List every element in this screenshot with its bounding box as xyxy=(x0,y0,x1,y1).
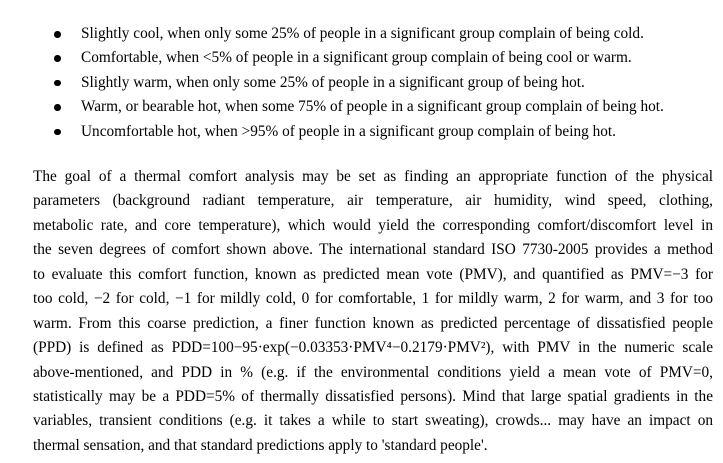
list-item-text: Warm, or bearable hot, when some 75% of people in a significant group complain of being hot. xyxy=(81,98,664,116)
paragraph-line: parameters (background radiant temperature, air temperature, air humidity, wind speed, clothing, xyxy=(33,192,713,210)
list-item-text: Comfortable, when <5% of people in a significant group complain of being cool or warm. xyxy=(81,49,632,67)
list-item xyxy=(54,71,714,95)
comfort-levels-list xyxy=(54,22,714,144)
paragraph-line: to evaluate this comfort function, known as predicted mean vote (PMV), and quantified as PMV=−3 for xyxy=(33,265,713,283)
list-item xyxy=(54,95,714,119)
paragraph-line: metabolic rate, and core temperature), which would yield the corresponding comfort/discomfort level in xyxy=(33,216,713,234)
paragraph-line: The goal of a thermal comfort analysis may be set as finding an appropriate function of the physical xyxy=(33,168,713,185)
list-item xyxy=(54,46,714,70)
bullet-icon xyxy=(54,104,61,111)
list-item-text: Slightly warm, when only some 25% of people in a significant group of being hot. xyxy=(81,73,585,91)
list-item xyxy=(54,120,714,144)
list-item-text: Slightly cool, when only some 25% of people in a significant group complain of being cold. xyxy=(81,25,644,42)
list-item xyxy=(54,22,714,46)
paragraph-line: variables, transient conditions (e.g. it takes a while to start sweating), crowds... may have an impact on xyxy=(33,412,713,430)
paragraph-line: above-mentioned, and PDD in % (e.g. if the environmental conditions yield a mean vote of PMV=0, xyxy=(33,363,713,381)
list-item-text: Uncomfortable hot, when >95% of people in a significant group complain of being hot. xyxy=(81,122,616,140)
bullet-icon xyxy=(54,129,61,136)
paragraph-line: too cold, −2 for cold, −1 for mildly cold, 0 for comfortable, 1 for mildly warm, 2 for warm, and 3 for too xyxy=(33,290,713,308)
paragraph-line: (PPD) is defined as PDD=100−95·exp(−0.03353·PMV⁴−0.2179·PMV²), with PMV in the numeric scale xyxy=(33,339,713,357)
paragraph-line: thermal sensation, and that standard predictions apply to 'standard people'. xyxy=(33,436,488,454)
paragraph-line: warm. From this coarse prediction, a finer function known as predicted percentage of dissatisfied people xyxy=(33,314,713,332)
body-paragraph xyxy=(33,165,713,458)
bullet-icon xyxy=(54,31,61,38)
paragraph-line: statistically may be a PDD=5% of thermally dissatisfied persons). Mind that large spatial gradients in the xyxy=(33,387,713,405)
paragraph-line: the seven degrees of comfort shown above. The international standard ISO 7730-2005 provides a method xyxy=(33,241,713,259)
bullet-icon xyxy=(54,55,61,62)
bullet-icon xyxy=(54,80,61,87)
